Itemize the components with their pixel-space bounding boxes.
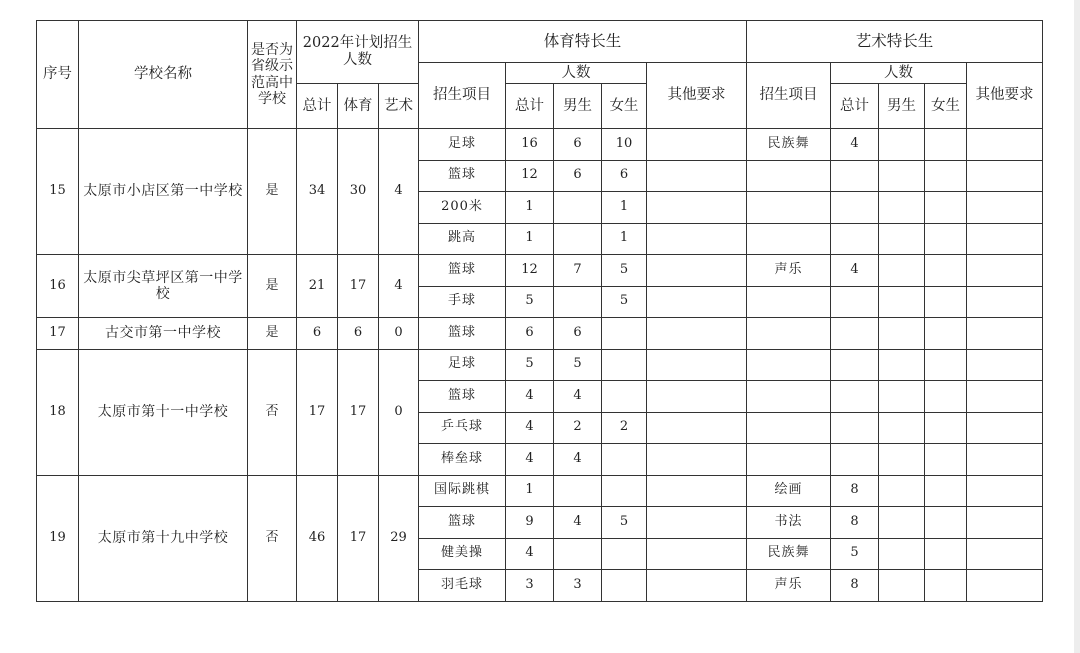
- header-plan-sports: 体育: [338, 84, 379, 129]
- arts-item: [747, 444, 831, 476]
- sports-other: [647, 475, 747, 507]
- sports-total: 6: [506, 318, 554, 350]
- page-edge: [1074, 0, 1080, 653]
- sports-total: 4: [506, 444, 554, 476]
- arts-total: [831, 223, 879, 255]
- header-plan-2022: 2022年计划招生人数: [297, 21, 419, 84]
- arts-item: [747, 286, 831, 318]
- arts-male: [879, 444, 925, 476]
- sports-male: [554, 286, 602, 318]
- sports-male: 6: [554, 160, 602, 192]
- arts-female: [925, 255, 967, 287]
- header-arts-other: 其他要求: [967, 63, 1043, 129]
- school-plan-sports: 30: [338, 129, 379, 255]
- arts-female: [925, 507, 967, 539]
- arts-total: [831, 192, 879, 224]
- sports-female: [602, 475, 647, 507]
- sports-female: 1: [602, 223, 647, 255]
- header-school-name: 学校名称: [79, 21, 248, 129]
- arts-item: [747, 160, 831, 192]
- arts-item: 声乐: [747, 255, 831, 287]
- arts-male: [879, 129, 925, 161]
- sports-other: [647, 255, 747, 287]
- arts-male: [879, 255, 925, 287]
- school-plan-sports: 17: [338, 349, 379, 475]
- sports-male: 3: [554, 570, 602, 602]
- sports-item: 足球: [419, 349, 506, 381]
- arts-female: [925, 160, 967, 192]
- sports-other: [647, 286, 747, 318]
- school-seq: 15: [37, 129, 79, 255]
- sports-female: [602, 538, 647, 570]
- arts-female: [925, 318, 967, 350]
- header-arts-count: 人数: [831, 63, 967, 84]
- arts-other: [967, 223, 1043, 255]
- school-plan-total: 21: [297, 255, 338, 318]
- arts-other: [967, 381, 1043, 413]
- sports-male: [554, 475, 602, 507]
- table-body: [37, 21, 1043, 602]
- sports-other: [647, 570, 747, 602]
- school-plan-sports: 6: [338, 318, 379, 350]
- sports-total: 9: [506, 507, 554, 539]
- arts-female: [925, 192, 967, 224]
- sports-other: [647, 444, 747, 476]
- arts-male: [879, 160, 925, 192]
- school-name: 太原市尖草坪区第一中学校: [79, 255, 248, 318]
- arts-other: [967, 475, 1043, 507]
- sports-female: 5: [602, 507, 647, 539]
- arts-item: 书法: [747, 507, 831, 539]
- arts-female: [925, 570, 967, 602]
- arts-female: [925, 129, 967, 161]
- school-plan-arts: 4: [379, 129, 419, 255]
- school-name: 古交市第一中学校: [79, 318, 248, 350]
- header-arts-total: 总计: [831, 84, 879, 129]
- sports-other: [647, 223, 747, 255]
- admissions-table: [36, 20, 1043, 602]
- arts-male: [879, 223, 925, 255]
- sports-female: 10: [602, 129, 647, 161]
- school-plan-sports: 17: [338, 475, 379, 601]
- header-sports-total: 总计: [506, 84, 554, 129]
- arts-male: [879, 538, 925, 570]
- school-plan-arts: 4: [379, 255, 419, 318]
- sports-total: 1: [506, 475, 554, 507]
- sports-female: 2: [602, 412, 647, 444]
- arts-female: [925, 444, 967, 476]
- school-plan-arts: 0: [379, 318, 419, 350]
- sports-other: [647, 160, 747, 192]
- sports-item: 篮球: [419, 255, 506, 287]
- table-row: [37, 475, 1043, 507]
- school-plan-arts: 0: [379, 349, 419, 475]
- arts-total: [831, 160, 879, 192]
- sports-other: [647, 412, 747, 444]
- arts-total: [831, 286, 879, 318]
- arts-female: [925, 286, 967, 318]
- sports-item: 跳高: [419, 223, 506, 255]
- arts-male: [879, 507, 925, 539]
- sports-item: 篮球: [419, 160, 506, 192]
- sports-item: 篮球: [419, 381, 506, 413]
- sports-total: 4: [506, 381, 554, 413]
- sports-item: 棒垒球: [419, 444, 506, 476]
- header-sports-female: 女生: [602, 84, 647, 129]
- school-seq: 17: [37, 318, 79, 350]
- school-model: 是: [248, 255, 297, 318]
- sports-item: 健美操: [419, 538, 506, 570]
- arts-other: [967, 192, 1043, 224]
- header-sports-specialty: 体育特长生: [419, 21, 747, 63]
- school-model: 否: [248, 475, 297, 601]
- arts-other: [967, 349, 1043, 381]
- sports-other: [647, 349, 747, 381]
- header-arts-specialty: 艺术特长生: [747, 21, 1043, 63]
- arts-male: [879, 349, 925, 381]
- header-sports-item: 招生项目: [419, 63, 506, 129]
- sports-other: [647, 192, 747, 224]
- sports-total: 3: [506, 570, 554, 602]
- school-model: 是: [248, 318, 297, 350]
- sports-male: 6: [554, 129, 602, 161]
- header-arts-male: 男生: [879, 84, 925, 129]
- arts-item: [747, 381, 831, 413]
- arts-female: [925, 223, 967, 255]
- sports-female: 5: [602, 286, 647, 318]
- header-arts-female: 女生: [925, 84, 967, 129]
- arts-female: [925, 349, 967, 381]
- school-seq: 18: [37, 349, 79, 475]
- arts-item: [747, 192, 831, 224]
- school-plan-total: 6: [297, 318, 338, 350]
- sports-item: 篮球: [419, 507, 506, 539]
- arts-male: [879, 381, 925, 413]
- arts-total: [831, 349, 879, 381]
- arts-male: [879, 475, 925, 507]
- header-arts-item: 招生项目: [747, 63, 831, 129]
- sports-female: 1: [602, 192, 647, 224]
- sports-male: [554, 192, 602, 224]
- arts-total: 8: [831, 475, 879, 507]
- arts-other: [967, 255, 1043, 287]
- sports-male: 4: [554, 444, 602, 476]
- arts-total: [831, 444, 879, 476]
- arts-male: [879, 412, 925, 444]
- arts-male: [879, 570, 925, 602]
- arts-female: [925, 412, 967, 444]
- table-row: [37, 349, 1043, 381]
- school-plan-total: 46: [297, 475, 338, 601]
- sports-male: 2: [554, 412, 602, 444]
- school-seq: 16: [37, 255, 79, 318]
- school-name: 太原市小店区第一中学校: [79, 129, 248, 255]
- header-sports-other: 其他要求: [647, 63, 747, 129]
- sports-female: [602, 349, 647, 381]
- sports-other: [647, 318, 747, 350]
- arts-item: [747, 318, 831, 350]
- arts-total: 5: [831, 538, 879, 570]
- sports-total: 12: [506, 160, 554, 192]
- sports-male: [554, 538, 602, 570]
- sports-female: [602, 381, 647, 413]
- sports-item: 乒乓球: [419, 412, 506, 444]
- sports-other: [647, 507, 747, 539]
- arts-item: [747, 349, 831, 381]
- sports-male: 6: [554, 318, 602, 350]
- header-plan-total: 总计: [297, 84, 338, 129]
- sports-female: [602, 570, 647, 602]
- sports-total: 1: [506, 223, 554, 255]
- arts-other: [967, 160, 1043, 192]
- school-plan-arts: 29: [379, 475, 419, 601]
- sports-other: [647, 538, 747, 570]
- school-seq: 19: [37, 475, 79, 601]
- school-plan-total: 34: [297, 129, 338, 255]
- arts-male: [879, 192, 925, 224]
- arts-item: 民族舞: [747, 538, 831, 570]
- arts-other: [967, 444, 1043, 476]
- arts-total: 8: [831, 570, 879, 602]
- school-name: 太原市第十九中学校: [79, 475, 248, 601]
- arts-male: [879, 318, 925, 350]
- school-plan-total: 17: [297, 349, 338, 475]
- sports-female: 5: [602, 255, 647, 287]
- sports-total: 4: [506, 412, 554, 444]
- sports-total: 5: [506, 286, 554, 318]
- sports-male: 5: [554, 349, 602, 381]
- header-row: [37, 21, 1043, 63]
- arts-other: [967, 538, 1043, 570]
- header-plan-arts: 艺术: [379, 84, 419, 129]
- arts-other: [967, 412, 1043, 444]
- sports-total: 1: [506, 192, 554, 224]
- sports-female: [602, 318, 647, 350]
- arts-other: [967, 286, 1043, 318]
- school-model: 是: [248, 129, 297, 255]
- arts-item: 民族舞: [747, 129, 831, 161]
- arts-item: [747, 412, 831, 444]
- sports-item: 手球: [419, 286, 506, 318]
- header-model-school: 是否为省级示范高中学校: [248, 21, 297, 129]
- sports-male: 4: [554, 381, 602, 413]
- sports-female: [602, 444, 647, 476]
- sports-item: 国际跳棋: [419, 475, 506, 507]
- arts-total: [831, 381, 879, 413]
- arts-total: 4: [831, 129, 879, 161]
- arts-female: [925, 475, 967, 507]
- sports-total: 4: [506, 538, 554, 570]
- sports-item: 篮球: [419, 318, 506, 350]
- sports-other: [647, 129, 747, 161]
- sports-item: 足球: [419, 129, 506, 161]
- school-plan-sports: 17: [338, 255, 379, 318]
- arts-total: [831, 318, 879, 350]
- arts-other: [967, 129, 1043, 161]
- sports-male: 7: [554, 255, 602, 287]
- header-sports-count: 人数: [506, 63, 647, 84]
- table-row: [37, 255, 1043, 287]
- arts-total: 8: [831, 507, 879, 539]
- sports-item: 200米: [419, 192, 506, 224]
- header-sports-male: 男生: [554, 84, 602, 129]
- arts-item: [747, 223, 831, 255]
- header-seq: 序号: [37, 21, 79, 129]
- arts-total: 4: [831, 255, 879, 287]
- sports-male: [554, 223, 602, 255]
- arts-male: [879, 286, 925, 318]
- arts-total: [831, 412, 879, 444]
- sports-total: 12: [506, 255, 554, 287]
- table-row: [37, 318, 1043, 350]
- sports-other: [647, 381, 747, 413]
- school-model: 否: [248, 349, 297, 475]
- table-row: [37, 129, 1043, 161]
- sports-female: 6: [602, 160, 647, 192]
- sports-total: 5: [506, 349, 554, 381]
- arts-other: [967, 570, 1043, 602]
- school-name: 太原市第十一中学校: [79, 349, 248, 475]
- arts-other: [967, 318, 1043, 350]
- sports-male: 4: [554, 507, 602, 539]
- sports-item: 羽毛球: [419, 570, 506, 602]
- arts-other: [967, 507, 1043, 539]
- sports-total: 16: [506, 129, 554, 161]
- arts-item: 声乐: [747, 570, 831, 602]
- arts-female: [925, 381, 967, 413]
- arts-female: [925, 538, 967, 570]
- arts-item: 绘画: [747, 475, 831, 507]
